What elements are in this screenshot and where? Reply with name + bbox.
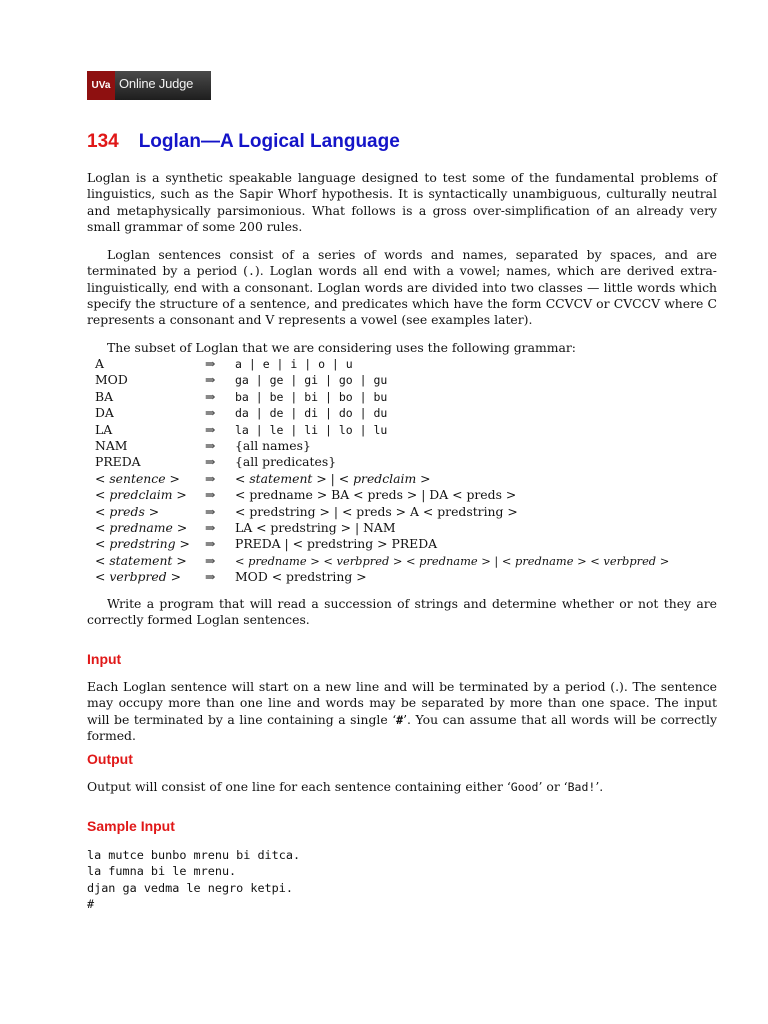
rule-rhs: < statement > | < predclaim > [235, 470, 431, 486]
output-text-a: Output will consist of one line for each sentence containing either ‘ [87, 779, 511, 794]
arrow-symbol: ⇒ [205, 519, 216, 535]
rule-rhs: ga | ge | gi | go | gu [235, 373, 388, 388]
good-code: Good [510, 780, 539, 794]
arrow-symbol: ⇒ [205, 421, 216, 437]
output-text-b: ’. [595, 779, 604, 794]
input-text-b: ’. You can assume that all words will be correctly formed. [87, 711, 717, 743]
arrow-symbol: ⇒ [205, 503, 216, 519]
rule-rhs: LA < predstring > | NAM [235, 519, 396, 535]
grammar-row-predstring [95, 536, 735, 552]
grammar-row-ba [95, 389, 735, 405]
grammar-row-sentence [95, 471, 735, 487]
rule-lhs: BA [95, 388, 114, 404]
grammar-table [95, 356, 735, 585]
problem-number: 134 [87, 131, 119, 152]
grammar-row-predclaim [95, 487, 735, 503]
rule-lhs: LA [95, 421, 113, 437]
sentence-paragraph [87, 247, 717, 328]
rule-lhs: DA [95, 405, 114, 421]
arrow-symbol: ⇒ [205, 405, 216, 421]
rule-rhs: ba | be | bi | bo | bu [235, 389, 388, 404]
grammar-row-la [95, 422, 735, 438]
sample-line: djan ga vedma le negro ketpi. [87, 880, 293, 895]
arrow-symbol: ⇒ [205, 356, 216, 371]
rule-lhs: PREDA [95, 454, 141, 470]
rule-lhs: MOD [95, 372, 128, 388]
rule-lhs: NAM [95, 437, 128, 453]
input-heading: Input [87, 651, 122, 667]
rule-lhs: < statement > [95, 552, 187, 568]
input-text-a: Each Loglan sentence will start on a new line and will be terminated by a period (.). The sentence may occupy more than one line and words may be separated by more than one space. The input will be terminated by a line containing a single ‘ [87, 679, 717, 727]
arrow-symbol: ⇒ [205, 569, 216, 585]
rule-rhs: a | e | i | o | u [235, 357, 353, 371]
grammar-row-mod [95, 372, 735, 388]
arrow-symbol: ⇒ [205, 470, 216, 486]
rule-rhs: {all names} [235, 437, 311, 453]
rule-rhs: < predname > BA < preds > | DA < preds > [235, 487, 517, 503]
grammar-row-verbpred [95, 569, 735, 585]
grammar-row-predname [95, 520, 735, 536]
grammar-row-statement [95, 553, 735, 569]
rule-lhs: < preds > [95, 503, 160, 519]
rule-lhs: A [95, 356, 104, 371]
arrow-symbol: ⇒ [205, 388, 216, 404]
sample-input-heading: Sample Input [87, 818, 175, 834]
rule-lhs: < sentence > [95, 470, 180, 486]
bad-code: Bad! [567, 780, 596, 794]
rule-rhs: < predname > < verbpred > < predname > | < predname > < verbpred > [235, 553, 670, 568]
sample-input-block [87, 847, 300, 913]
intro-paragraph: Loglan is a synthetic speakable language designed to test some of the fundamental problems of linguistics, such as the Sapir Whorf hypothesis. It is syntactically unambiguous, culturally neutral and metaphysically parsimonious. What follows is a gross over-simplification of an already very small grammar of some 200 rules. [87, 170, 717, 234]
output-heading: Output [87, 751, 133, 767]
para2-text-b: ). Loglan words all end with a vowel; names, which are derived extra-linguistically, end with a consonant. Loglan words are divided into two classes — little words which specify the structure of a sentence, and predicates which have the form CCVCV or CVCCV where C represents a consonant and V represents a vowel (see examples later). [87, 263, 717, 328]
rule-rhs: {all predicates} [235, 454, 337, 470]
rule-lhs: < predclaim > [95, 487, 187, 503]
output-text-mid: ’ or ‘ [538, 779, 568, 794]
grammar-row-a [95, 356, 735, 372]
hash-code: # [396, 712, 404, 727]
problem-name: Loglan—A Logical Language [138, 131, 400, 152]
output-paragraph [87, 779, 717, 795]
task-paragraph: Write a program that will read a succession of strings and determine whether or not they are correctly formed Loglan sentences. [87, 596, 717, 628]
rule-lhs: < predstring > [95, 536, 190, 552]
grammar-row-preda [95, 454, 735, 470]
sample-line: la fumna bi le mrenu. [87, 864, 237, 879]
uva-logo [87, 71, 211, 100]
rule-lhs: < verbpred > [95, 569, 181, 585]
grammar-row-nam [95, 438, 735, 454]
arrow-symbol: ⇒ [205, 372, 216, 388]
rule-rhs: da | de | di | do | du [235, 406, 388, 421]
arrow-symbol: ⇒ [205, 454, 216, 470]
period-code: . [247, 264, 255, 279]
grammar-intro: The subset of Loglan that we are considering uses the following grammar: [107, 340, 576, 355]
logo-badge: UVa [87, 71, 115, 100]
arrow-symbol: ⇒ [205, 552, 216, 568]
sample-line: la mutce bunbo mrenu bi ditca. [87, 848, 301, 862]
rule-lhs: < predname > [95, 519, 188, 535]
grammar-row-preds [95, 504, 735, 520]
rule-rhs: PREDA | < predstring > PREDA [235, 536, 438, 552]
grammar-row-da [95, 405, 735, 421]
para2-text-a: Loglan sentences consist of a series of words and names, separated by spaces, and are terminated by a period ( [87, 247, 717, 279]
arrow-symbol: ⇒ [205, 487, 216, 503]
rule-rhs: < predstring > | < preds > A < predstring > [235, 503, 518, 519]
logo-text: Online Judge [119, 76, 194, 91]
rule-rhs: la | le | li | lo | lu [235, 422, 388, 437]
rule-rhs: MOD < predstring > [235, 569, 367, 585]
arrow-symbol: ⇒ [205, 437, 216, 453]
sample-line: # [87, 897, 95, 912]
arrow-symbol: ⇒ [205, 536, 216, 552]
input-paragraph [87, 679, 717, 744]
problem-title [87, 131, 400, 153]
